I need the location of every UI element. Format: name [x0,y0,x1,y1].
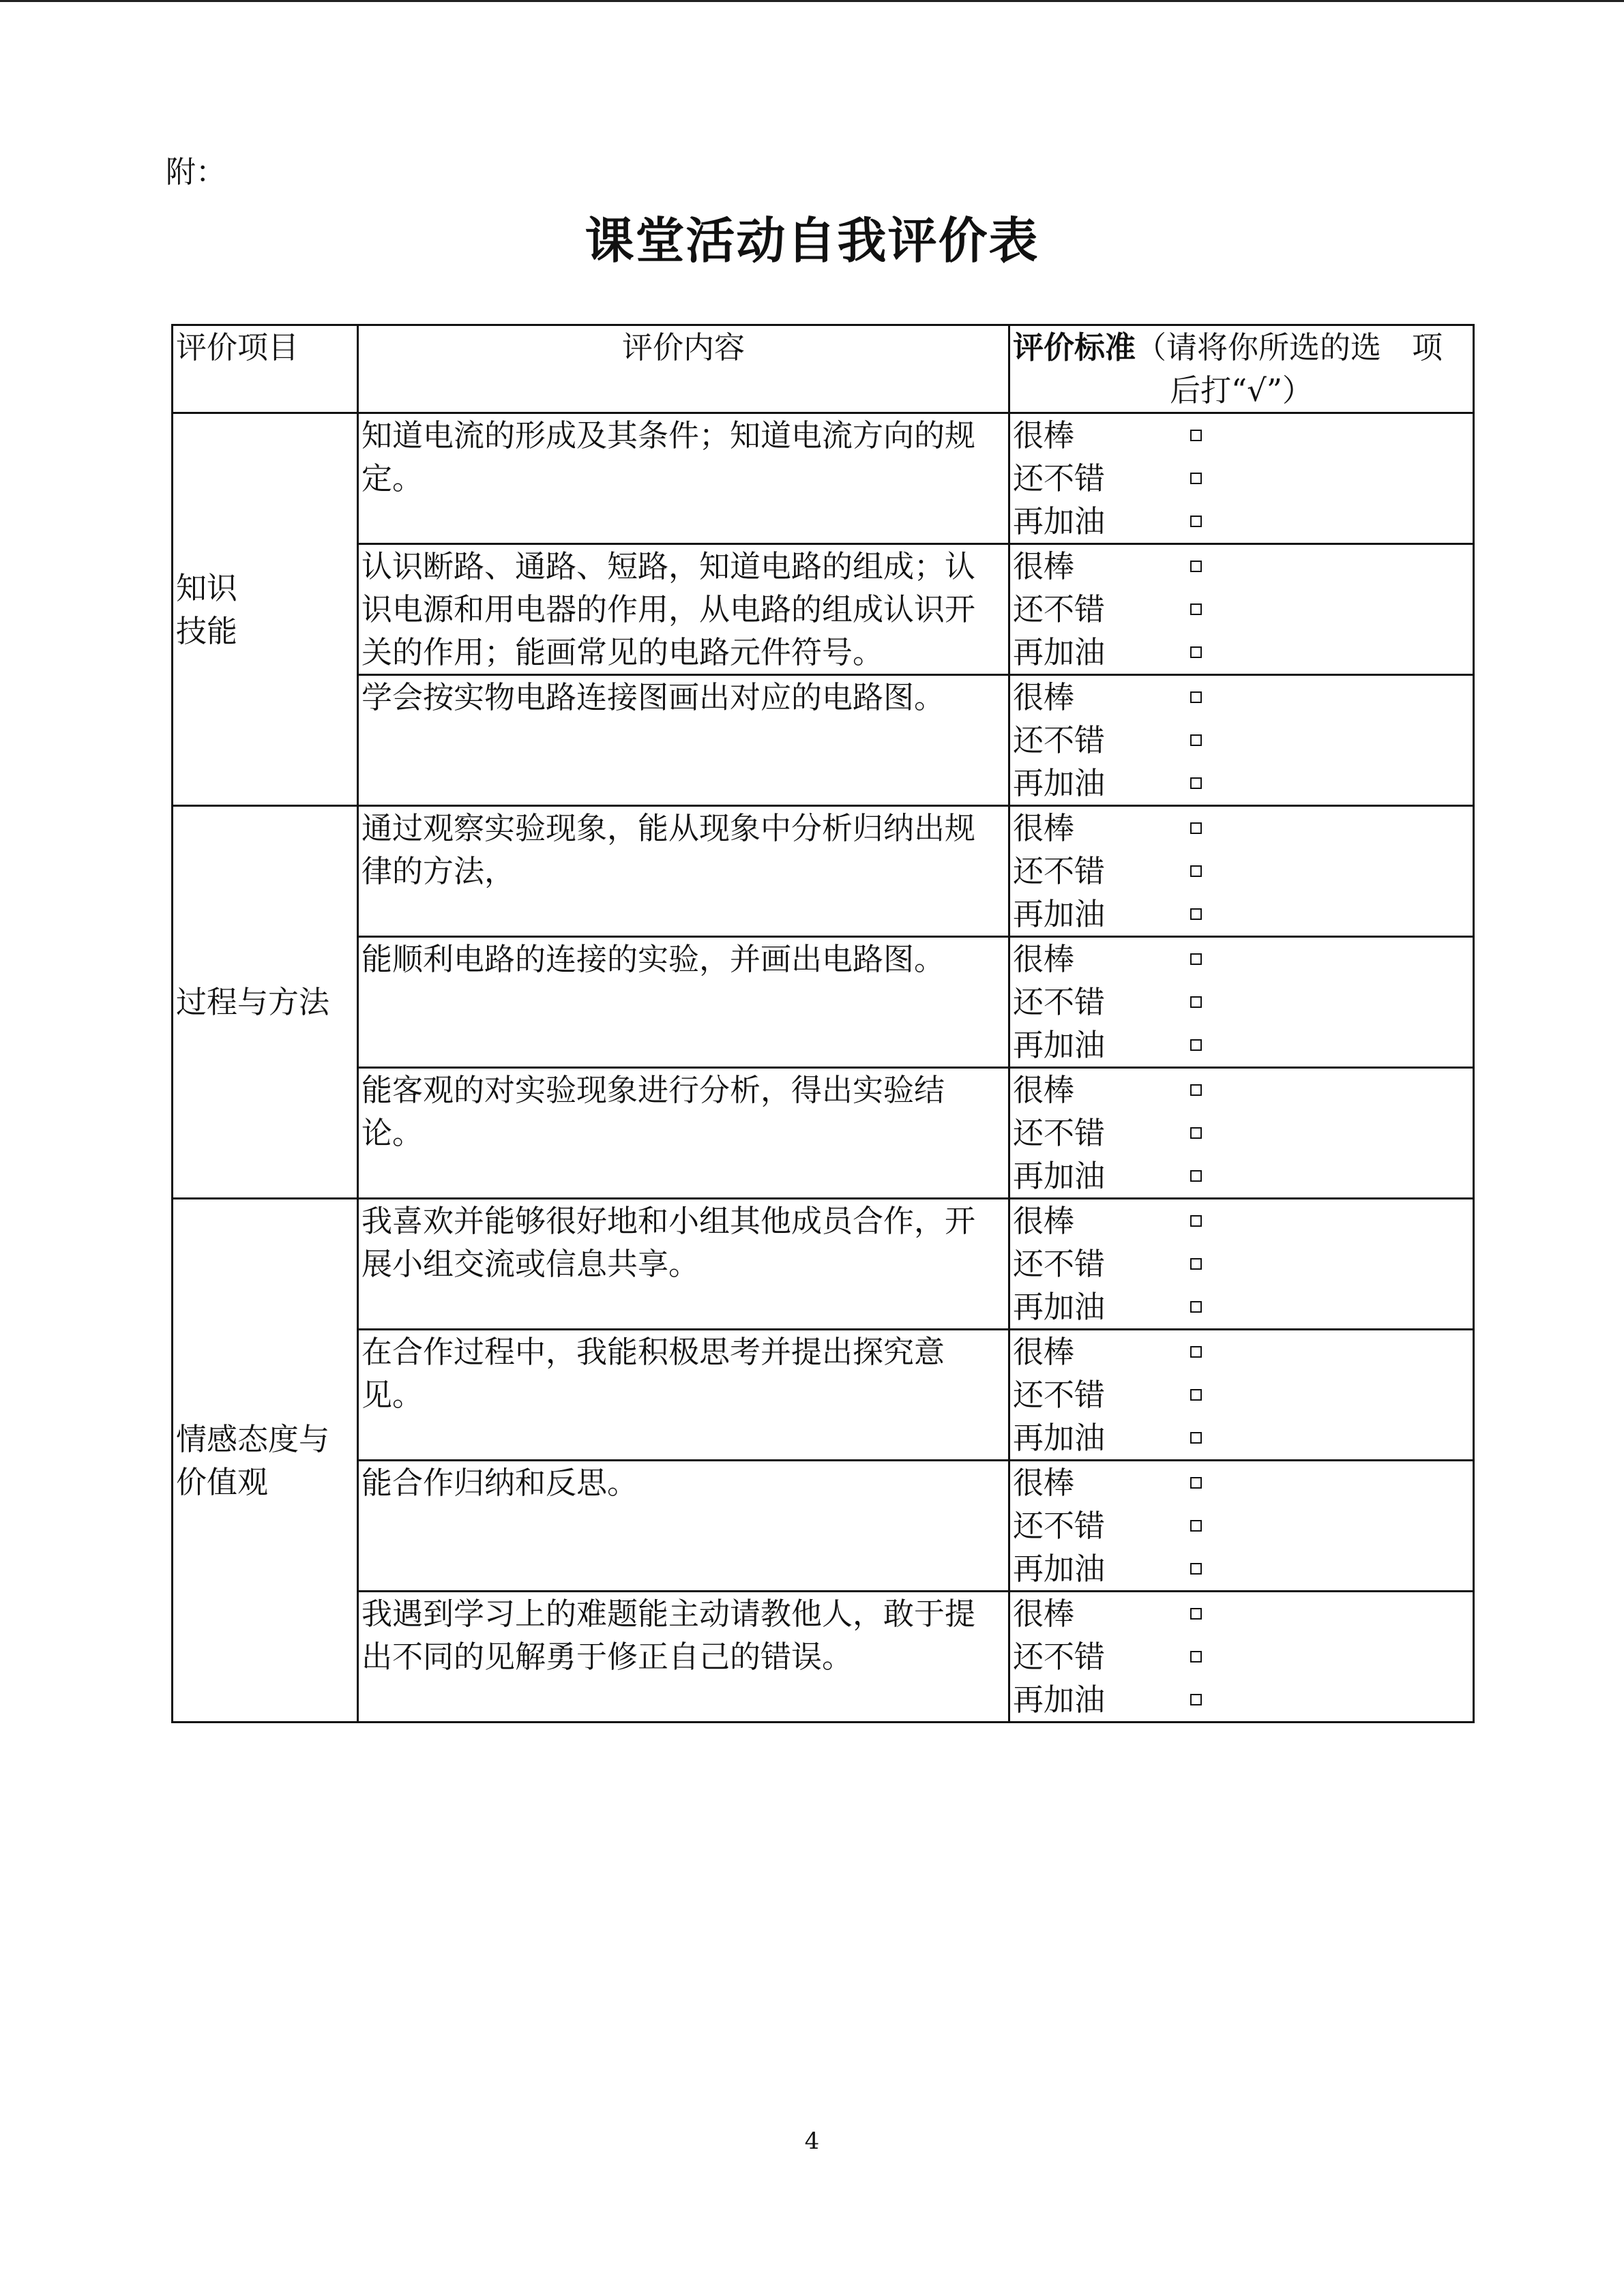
rating-option-label: 很棒 [1013,1203,1075,1239]
rating-checkbox[interactable] [1190,1389,1202,1401]
rating-checkbox[interactable] [1190,1127,1202,1139]
rating-option [1013,893,1470,936]
rating-checkbox[interactable] [1190,691,1202,703]
rating-checkbox[interactable] [1190,777,1202,789]
rating-option [1013,1024,1470,1067]
content-cell: 能顺利电路的连接的实验，并画出电路图。 [358,937,1009,1068]
rating-option-label: 很棒 [1013,417,1075,453]
rating-option-label: 还不错 [1013,1115,1106,1151]
table-row [173,544,1474,675]
header-content: 评价内容 [358,325,1009,413]
rating-option [1013,588,1470,631]
rating-checkbox[interactable] [1190,822,1202,834]
table-row [173,675,1474,806]
rating-option [1013,981,1470,1024]
rating-option [1013,500,1470,543]
rating-option [1013,807,1470,850]
rating-option [1013,1504,1470,1547]
rating-checkbox[interactable] [1190,1477,1202,1489]
rating-option-label: 还不错 [1013,1246,1106,1282]
rating-checkbox[interactable] [1190,1520,1202,1532]
content-cell: 通过观察实验现象，能从现象中分析归纳出规律的方法， [358,806,1009,937]
rating-cell [1009,1592,1474,1723]
rating-option-label: 还不错 [1013,853,1106,889]
rating-checkbox[interactable] [1190,1346,1202,1358]
rating-checkbox[interactable] [1190,953,1202,965]
rating-checkbox[interactable] [1190,1258,1202,1270]
rating-checkbox[interactable] [1190,603,1202,615]
header-standard-note: （请将你所选的选 项 [1136,329,1443,366]
rating-option-label: 再加油 [1013,765,1106,801]
rating-option [1013,938,1470,981]
category-cell: 知识 技能 [173,413,358,806]
table-row [173,1461,1474,1592]
table-row [173,413,1474,544]
rating-checkbox[interactable] [1190,1084,1202,1096]
rating-option-label: 很棒 [1013,548,1075,584]
table-row [173,1199,1474,1330]
rating-option [1013,457,1470,500]
rating-option-label: 很棒 [1013,1596,1075,1632]
rating-option-label: 再加油 [1013,1027,1106,1063]
rating-cell [1009,544,1474,675]
rating-checkbox[interactable] [1190,734,1202,746]
rating-option-label: 再加油 [1013,1682,1106,1718]
table-row [173,1330,1474,1461]
rating-option [1013,676,1470,719]
rating-option-label: 很棒 [1013,679,1075,715]
rating-option-label: 很棒 [1013,1334,1075,1370]
rating-option [1013,1285,1470,1328]
rating-option-label: 还不错 [1013,1639,1106,1675]
rating-option-label: 再加油 [1013,1158,1106,1194]
header-item: 评价项目 [173,325,358,413]
rating-option-label: 再加油 [1013,634,1106,670]
rating-checkbox[interactable] [1190,1432,1202,1444]
table-row [173,937,1474,1068]
rating-option [1013,719,1470,762]
content-cell: 我喜欢并能够很好地和小组其他成员合作，开展小组交流或信息共享。 [358,1199,1009,1330]
page-title: 课堂活动自我评价表 [585,211,1039,269]
header-standard-note-2: 后打“√”） [1170,372,1313,408]
rating-checkbox[interactable] [1190,1301,1202,1313]
category-cell: 情感态度与价值观 [173,1199,358,1723]
rating-option [1013,1330,1470,1373]
content-cell: 能合作归纳和反思。 [358,1461,1009,1592]
rating-option-label: 很棒 [1013,1072,1075,1108]
rating-option-label: 还不错 [1013,722,1106,758]
rating-option [1013,1416,1470,1459]
rating-option [1013,1461,1470,1504]
content-cell: 学会按实物电路连接图画出对应的电路图。 [358,675,1009,806]
rating-checkbox[interactable] [1190,1608,1202,1620]
rating-option-label: 再加油 [1013,1420,1106,1456]
rating-checkbox[interactable] [1190,1170,1202,1182]
rating-checkbox[interactable] [1190,1694,1202,1705]
content-cell: 在合作过程中，我能积极思考并提出探究意见。 [358,1330,1009,1461]
rating-option [1013,1242,1470,1285]
rating-option [1013,762,1470,805]
rating-checkbox[interactable] [1190,1215,1202,1227]
rating-option-label: 还不错 [1013,1508,1106,1544]
rating-checkbox[interactable] [1190,865,1202,877]
page-number: 4 [804,2128,820,2155]
rating-option [1013,1154,1470,1197]
rating-cell [1009,1461,1474,1592]
table-row [173,1592,1474,1723]
rating-option [1013,631,1470,674]
header-standard-label: 评价标准 [1013,329,1136,366]
rating-option [1013,1635,1470,1678]
rating-cell [1009,1068,1474,1199]
rating-option [1013,1592,1470,1635]
table-header-row [173,325,1474,413]
rating-cell [1009,1330,1474,1461]
content-cell: 知道电流的形成及其条件；知道电流方向的规定。 [358,413,1009,544]
rating-option [1013,850,1470,893]
self-evaluation-table [171,324,1475,1723]
rating-checkbox[interactable] [1190,561,1202,572]
content-cell: 认识断路、通路、短路，知道电路的组成；认识电源和用电器的作用，从电路的组成认识开关的作用；能画常见的电路元件符号。 [358,544,1009,675]
rating-option-label: 还不错 [1013,591,1106,627]
rating-option-label: 还不错 [1013,984,1106,1020]
rating-option [1013,1112,1470,1154]
rating-option-label: 还不错 [1013,460,1106,496]
rating-option-label: 再加油 [1013,896,1106,932]
rating-checkbox[interactable] [1190,1563,1202,1575]
table-row [173,1068,1474,1199]
rating-cell [1009,1199,1474,1330]
rating-option [1013,545,1470,588]
rating-option-label: 再加油 [1013,1289,1106,1325]
rating-option-label: 再加油 [1013,1551,1106,1587]
rating-checkbox[interactable] [1190,516,1202,527]
rating-cell [1009,806,1474,937]
rating-option [1013,1547,1470,1590]
category-cell: 过程与方法 [173,806,358,1199]
rating-option-label: 很棒 [1013,941,1075,977]
rating-checkbox[interactable] [1190,908,1202,920]
rating-option-label: 还不错 [1013,1377,1106,1413]
content-cell: 我遇到学习上的难题能主动请教他人，敢于提出不同的见解勇于修正自己的错误。 [358,1592,1009,1723]
rating-option-label: 很棒 [1013,1465,1075,1501]
table-row [173,806,1474,937]
rating-cell [1009,413,1474,544]
content-cell: 能客观的对实验现象进行分析，得出实验结论。 [358,1068,1009,1199]
attachment-label: 附： [166,155,226,190]
rating-cell [1009,937,1474,1068]
rating-option-label: 很棒 [1013,810,1075,846]
rating-checkbox[interactable] [1190,646,1202,658]
rating-checkbox[interactable] [1190,996,1202,1008]
rating-option-label: 再加油 [1013,503,1106,539]
rating-cell [1009,675,1474,806]
rating-checkbox[interactable] [1190,1039,1202,1051]
top-border-line [0,0,1624,2]
header-standard [1009,325,1474,413]
rating-checkbox[interactable] [1190,473,1202,484]
rating-checkbox[interactable] [1190,1651,1202,1663]
rating-option [1013,1069,1470,1112]
rating-option [1013,414,1470,457]
rating-option [1013,1373,1470,1416]
rating-option [1013,1199,1470,1242]
rating-checkbox[interactable] [1190,430,1202,441]
rating-option [1013,1678,1470,1721]
